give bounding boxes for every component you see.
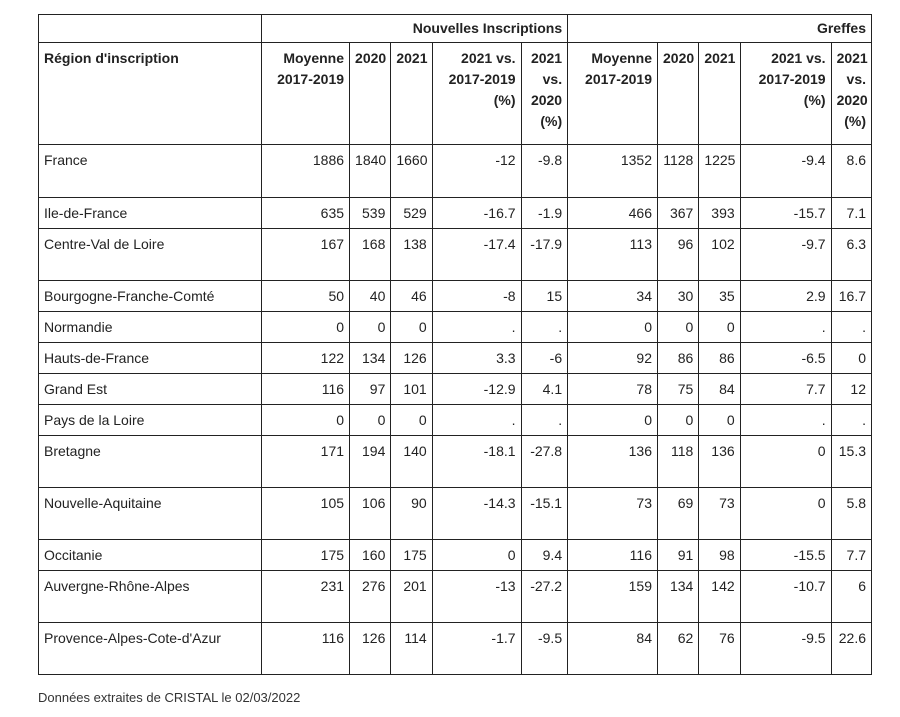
cell-gr-2021: 0 bbox=[699, 405, 740, 436]
cell-ni-moyenne: 231 bbox=[262, 571, 350, 623]
cell-ni-moyenne: 1886 bbox=[262, 145, 350, 198]
col-header-ni-vs-2017-2019: 2021 vs. 2017-2019 (%) bbox=[432, 43, 521, 145]
cell-region: Nouvelle-Aquitaine bbox=[39, 488, 262, 540]
cell-ni-vs-2017-2019: -12.9 bbox=[432, 374, 521, 405]
cell-gr-vs-2017-2019: 0 bbox=[740, 436, 831, 488]
table-row bbox=[39, 405, 872, 436]
cell-gr-vs-2020: 0 bbox=[831, 343, 871, 374]
col-header-ni-vs-2020: 2021 vs. 2020 (%) bbox=[521, 43, 568, 145]
cell-ni-vs-2017-2019: -13 bbox=[432, 571, 521, 623]
cell-region: Pays de la Loire bbox=[39, 405, 262, 436]
cell-gr-vs-2017-2019: . bbox=[740, 312, 831, 343]
cell-gr-2021: 98 bbox=[699, 540, 740, 571]
cell-ni-vs-2020: -6 bbox=[521, 343, 568, 374]
cell-ni-vs-2017-2019: -1.7 bbox=[432, 623, 521, 675]
cell-ni-vs-2017-2019: -12 bbox=[432, 145, 521, 198]
cell-ni-2020: 168 bbox=[350, 229, 391, 281]
table-row bbox=[39, 198, 872, 229]
cell-ni-vs-2017-2019: -16.7 bbox=[432, 198, 521, 229]
cell-ni-2021: 1660 bbox=[391, 145, 432, 198]
cell-ni-vs-2020: -27.8 bbox=[521, 436, 568, 488]
cell-ni-2021: 201 bbox=[391, 571, 432, 623]
cell-gr-vs-2020: . bbox=[831, 312, 871, 343]
table-row bbox=[39, 540, 872, 571]
group-header-greffes: Greffes bbox=[568, 15, 872, 43]
cell-gr-2021: 35 bbox=[699, 281, 740, 312]
cell-ni-moyenne: 116 bbox=[262, 623, 350, 675]
cell-gr-vs-2020: 16.7 bbox=[831, 281, 871, 312]
cell-region: Centre-Val de Loire bbox=[39, 229, 262, 281]
table-row bbox=[39, 281, 872, 312]
cell-ni-2021: 175 bbox=[391, 540, 432, 571]
table-row bbox=[39, 488, 872, 540]
cell-gr-vs-2017-2019: -9.7 bbox=[740, 229, 831, 281]
cell-gr-moyenne: 78 bbox=[568, 374, 658, 405]
cell-ni-2020: 1840 bbox=[350, 145, 391, 198]
col-header-ni-2021: 2021 bbox=[391, 43, 432, 145]
cell-ni-vs-2017-2019: . bbox=[432, 312, 521, 343]
col-header-region: Région d'inscription bbox=[39, 43, 262, 145]
cell-region: Normandie bbox=[39, 312, 262, 343]
cell-region: Hauts-de-France bbox=[39, 343, 262, 374]
cell-gr-moyenne: 92 bbox=[568, 343, 658, 374]
cell-ni-moyenne: 105 bbox=[262, 488, 350, 540]
cell-gr-moyenne: 116 bbox=[568, 540, 658, 571]
cell-gr-2021: 76 bbox=[699, 623, 740, 675]
cell-gr-moyenne: 73 bbox=[568, 488, 658, 540]
cell-ni-vs-2017-2019: -17.4 bbox=[432, 229, 521, 281]
cell-gr-2020: 75 bbox=[658, 374, 699, 405]
cell-region: Provence-Alpes-Cote-d'Azur bbox=[39, 623, 262, 675]
cell-ni-2021: 529 bbox=[391, 198, 432, 229]
cell-gr-vs-2020: 8.6 bbox=[831, 145, 871, 198]
cell-gr-vs-2020: 7.7 bbox=[831, 540, 871, 571]
cell-gr-moyenne: 0 bbox=[568, 405, 658, 436]
cell-ni-2021: 126 bbox=[391, 343, 432, 374]
cell-region: Ile-de-France bbox=[39, 198, 262, 229]
cell-gr-moyenne: 1352 bbox=[568, 145, 658, 198]
cell-ni-2021: 101 bbox=[391, 374, 432, 405]
cell-gr-vs-2020: . bbox=[831, 405, 871, 436]
footnote: Données extraites de CRISTAL le 02/03/2022 bbox=[38, 690, 301, 705]
cell-ni-vs-2020: -17.9 bbox=[521, 229, 568, 281]
cell-gr-vs-2017-2019: -9.5 bbox=[740, 623, 831, 675]
col-header-ni-2020: 2020 bbox=[350, 43, 391, 145]
cell-gr-2020: 69 bbox=[658, 488, 699, 540]
cell-ni-moyenne: 122 bbox=[262, 343, 350, 374]
cell-ni-moyenne: 0 bbox=[262, 312, 350, 343]
cell-gr-vs-2017-2019: -6.5 bbox=[740, 343, 831, 374]
table-row bbox=[39, 229, 872, 281]
cell-gr-2021: 1225 bbox=[699, 145, 740, 198]
cell-ni-2021: 0 bbox=[391, 312, 432, 343]
col-header-gr-vs-2020: 2021 vs. 2020 (%) bbox=[831, 43, 871, 145]
cell-gr-2020: 0 bbox=[658, 405, 699, 436]
cell-gr-2020: 30 bbox=[658, 281, 699, 312]
cell-gr-2021: 84 bbox=[699, 374, 740, 405]
col-header-ni-moyenne: Moyenne 2017-2019 bbox=[262, 43, 350, 145]
cell-gr-2020: 86 bbox=[658, 343, 699, 374]
cell-ni-vs-2017-2019: 3.3 bbox=[432, 343, 521, 374]
cell-ni-2021: 90 bbox=[391, 488, 432, 540]
cell-ni-vs-2017-2019: -18.1 bbox=[432, 436, 521, 488]
cell-gr-moyenne: 466 bbox=[568, 198, 658, 229]
cell-ni-moyenne: 50 bbox=[262, 281, 350, 312]
cell-ni-vs-2020: -9.5 bbox=[521, 623, 568, 675]
cell-region: France bbox=[39, 145, 262, 198]
col-header-gr-moyenne: Moyenne 2017-2019 bbox=[568, 43, 658, 145]
cell-ni-vs-2020: 4.1 bbox=[521, 374, 568, 405]
cell-gr-2021: 136 bbox=[699, 436, 740, 488]
group-header-nouvelles-inscriptions: Nouvelles Inscriptions bbox=[262, 15, 568, 43]
column-header-row bbox=[39, 43, 872, 145]
table-row bbox=[39, 571, 872, 623]
cell-region: Auvergne-Rhône-Alpes bbox=[39, 571, 262, 623]
cell-ni-vs-2020: -1.9 bbox=[521, 198, 568, 229]
cell-gr-vs-2020: 7.1 bbox=[831, 198, 871, 229]
cell-gr-vs-2017-2019: . bbox=[740, 405, 831, 436]
cell-ni-2021: 0 bbox=[391, 405, 432, 436]
cell-gr-vs-2020: 5.8 bbox=[831, 488, 871, 540]
cell-gr-moyenne: 136 bbox=[568, 436, 658, 488]
cell-gr-2021: 393 bbox=[699, 198, 740, 229]
cell-ni-vs-2017-2019: 0 bbox=[432, 540, 521, 571]
cell-ni-vs-2020: -27.2 bbox=[521, 571, 568, 623]
cell-gr-vs-2017-2019: 0 bbox=[740, 488, 831, 540]
cell-region: Grand Est bbox=[39, 374, 262, 405]
cell-ni-vs-2017-2019: . bbox=[432, 405, 521, 436]
cell-gr-vs-2020: 12 bbox=[831, 374, 871, 405]
cell-region: Bretagne bbox=[39, 436, 262, 488]
cell-gr-2020: 96 bbox=[658, 229, 699, 281]
col-header-gr-2021: 2021 bbox=[699, 43, 740, 145]
cell-gr-2021: 73 bbox=[699, 488, 740, 540]
cell-gr-moyenne: 34 bbox=[568, 281, 658, 312]
cell-ni-2021: 140 bbox=[391, 436, 432, 488]
group-header-row bbox=[39, 15, 872, 43]
cell-ni-vs-2020: . bbox=[521, 312, 568, 343]
cell-ni-2020: 0 bbox=[350, 405, 391, 436]
cell-gr-2020: 118 bbox=[658, 436, 699, 488]
cell-ni-2020: 539 bbox=[350, 198, 391, 229]
cell-gr-moyenne: 84 bbox=[568, 623, 658, 675]
cell-ni-2020: 160 bbox=[350, 540, 391, 571]
col-header-gr-vs-2017-2019: 2021 vs. 2017-2019 (%) bbox=[740, 43, 831, 145]
cell-ni-moyenne: 175 bbox=[262, 540, 350, 571]
cell-gr-vs-2017-2019: -9.4 bbox=[740, 145, 831, 198]
cell-ni-vs-2020: -15.1 bbox=[521, 488, 568, 540]
cell-ni-vs-2020: 9.4 bbox=[521, 540, 568, 571]
cell-gr-2020: 91 bbox=[658, 540, 699, 571]
cell-ni-2020: 97 bbox=[350, 374, 391, 405]
data-table bbox=[38, 14, 872, 675]
table-row bbox=[39, 343, 872, 374]
table-row bbox=[39, 436, 872, 488]
cell-ni-vs-2017-2019: -8 bbox=[432, 281, 521, 312]
cell-gr-moyenne: 113 bbox=[568, 229, 658, 281]
cell-ni-2020: 134 bbox=[350, 343, 391, 374]
cell-ni-2020: 276 bbox=[350, 571, 391, 623]
cell-gr-vs-2020: 6 bbox=[831, 571, 871, 623]
cell-gr-vs-2017-2019: -15.7 bbox=[740, 198, 831, 229]
cell-ni-2020: 194 bbox=[350, 436, 391, 488]
cell-gr-2020: 1128 bbox=[658, 145, 699, 198]
cell-gr-vs-2017-2019: -10.7 bbox=[740, 571, 831, 623]
cell-ni-2020: 106 bbox=[350, 488, 391, 540]
cell-gr-2021: 86 bbox=[699, 343, 740, 374]
cell-ni-vs-2020: . bbox=[521, 405, 568, 436]
cell-gr-vs-2017-2019: 7.7 bbox=[740, 374, 831, 405]
cell-gr-2021: 142 bbox=[699, 571, 740, 623]
group-header-empty bbox=[39, 15, 262, 43]
cell-gr-vs-2020: 6.3 bbox=[831, 229, 871, 281]
cell-gr-2020: 0 bbox=[658, 312, 699, 343]
cell-region: Occitanie bbox=[39, 540, 262, 571]
cell-gr-2020: 367 bbox=[658, 198, 699, 229]
cell-ni-vs-2017-2019: -14.3 bbox=[432, 488, 521, 540]
col-header-gr-2020: 2020 bbox=[658, 43, 699, 145]
cell-ni-moyenne: 167 bbox=[262, 229, 350, 281]
cell-ni-moyenne: 116 bbox=[262, 374, 350, 405]
cell-ni-2020: 40 bbox=[350, 281, 391, 312]
table-row bbox=[39, 312, 872, 343]
cell-ni-2020: 0 bbox=[350, 312, 391, 343]
cell-gr-2021: 102 bbox=[699, 229, 740, 281]
cell-ni-vs-2020: 15 bbox=[521, 281, 568, 312]
cell-gr-2021: 0 bbox=[699, 312, 740, 343]
cell-gr-vs-2020: 22.6 bbox=[831, 623, 871, 675]
cell-region: Bourgogne-Franche-Comté bbox=[39, 281, 262, 312]
cell-ni-2021: 114 bbox=[391, 623, 432, 675]
cell-ni-moyenne: 171 bbox=[262, 436, 350, 488]
cell-ni-moyenne: 0 bbox=[262, 405, 350, 436]
cell-ni-vs-2020: -9.8 bbox=[521, 145, 568, 198]
cell-gr-2020: 62 bbox=[658, 623, 699, 675]
table-row bbox=[39, 374, 872, 405]
cell-ni-2020: 126 bbox=[350, 623, 391, 675]
cell-ni-2021: 138 bbox=[391, 229, 432, 281]
table-row bbox=[39, 623, 872, 675]
cell-gr-moyenne: 0 bbox=[568, 312, 658, 343]
cell-ni-2021: 46 bbox=[391, 281, 432, 312]
cell-gr-vs-2017-2019: -15.5 bbox=[740, 540, 831, 571]
cell-gr-moyenne: 159 bbox=[568, 571, 658, 623]
cell-gr-2020: 134 bbox=[658, 571, 699, 623]
cell-ni-moyenne: 635 bbox=[262, 198, 350, 229]
cell-gr-vs-2020: 15.3 bbox=[831, 436, 871, 488]
table-row bbox=[39, 145, 872, 198]
cell-gr-vs-2017-2019: 2.9 bbox=[740, 281, 831, 312]
